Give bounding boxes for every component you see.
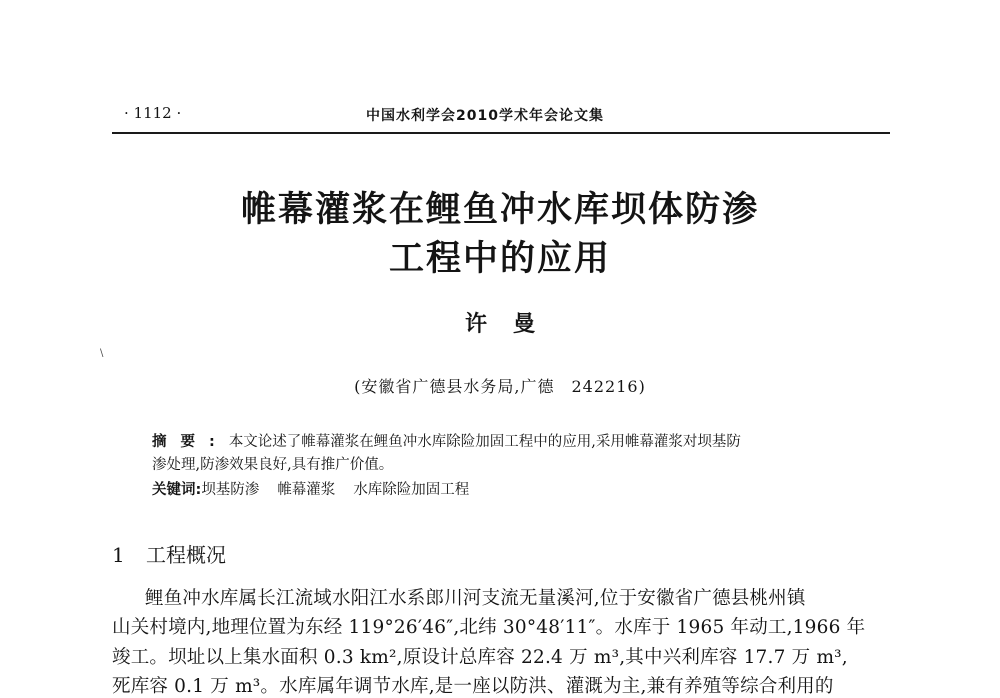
abstract-line-1 [152, 430, 741, 451]
body-line-1: 鲤鱼冲水库属长江流域水阳江水系郎川河支流无量溪河,位于安徽省广德县桃州镇 [145, 588, 806, 609]
keywords-line [152, 478, 469, 499]
keyword-item: 帷幕灌浆 [277, 482, 336, 498]
running-header [112, 96, 890, 134]
paper-title-line-1: 帷幕灌浆在鲤鱼冲水库坝体防渗 [240, 190, 759, 230]
body-line-2: 山关村境内,地理位置为东经 119°26′46″,北纬 30°48′11″。水库于 1965 年动工,1966 年 [112, 617, 866, 638]
section-heading [112, 539, 226, 568]
header-rule [112, 132, 890, 134]
paper-title-line-2: 工程中的应用 [388, 239, 611, 279]
abstract-line-2: 渗处理,防渗效果良好,具有推广价值。 [152, 457, 394, 473]
affiliation: (安徽省广德县水务局,广德 242216) [354, 377, 646, 396]
section-number: 1 [112, 543, 125, 567]
page-number: · 1112 · [124, 104, 182, 122]
body-line-3: 竣工。坝址以上集水面积 0.3 km²,原设计总库容 22.4 万 m³,其中兴利库容 17.7 万 m³, [112, 647, 848, 668]
body-line-4: 死库容 0.1 万 m³。水库属年调节水库,是一座以防洪、灌溉为主,兼有养殖等综合利用的 [112, 676, 834, 697]
author-name: 许曼 [464, 311, 561, 337]
abstract-label: 摘要: [152, 434, 229, 450]
keyword-item: 坝基防渗 [201, 482, 260, 498]
keywords-label: 关键词: [152, 482, 202, 498]
section-title: 工程概况 [146, 543, 226, 567]
scan-artifact: \ [100, 348, 104, 359]
abstract-text-1: 本文论述了帷幕灌浆在鲤鱼冲水库除险加固工程中的应用,采用帷幕灌浆对坝基防 [228, 434, 741, 450]
keyword-item: 水库除险加固工程 [353, 482, 470, 498]
journal-title: 中国水利学会2010学术年会论文集 [366, 108, 604, 124]
